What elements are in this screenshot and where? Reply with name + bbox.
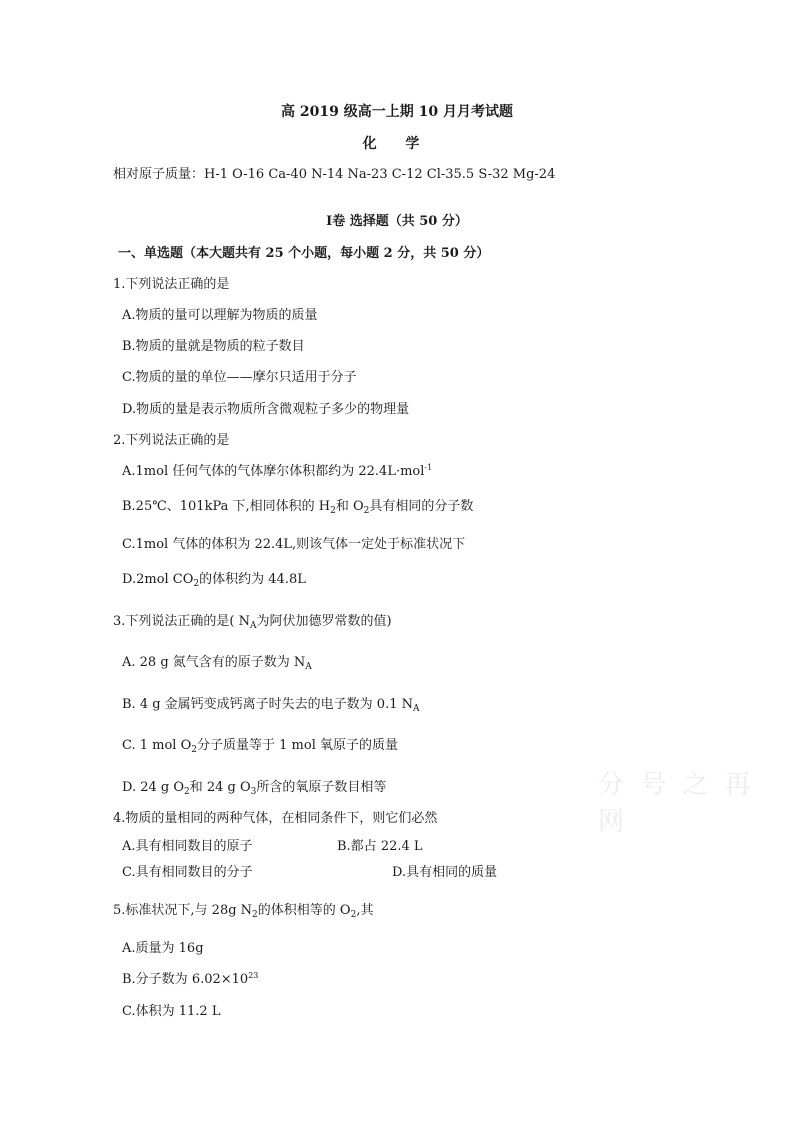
q1-option-a: A.物质的量可以理解为物质的质量	[122, 308, 318, 323]
q2-stem: 2.下列说法正确的是	[113, 433, 230, 448]
section-heading: Ⅰ卷 选择题（共 50 分）	[326, 214, 468, 229]
q2-option-c: C.1mol 气体的体积为 22.4L,则该气体一定处于标准状况下	[122, 537, 466, 552]
q2-option-d: D.2mol $CO_2$的体积约为 44.8L	[122, 572, 306, 589]
exam-title: 高 2019 级高一上期 10 月月考试题	[281, 104, 513, 120]
q1-option-c: C.物质的量的单位——摩尔只适用于分子	[122, 370, 357, 385]
q4-option-a: A.具有相同数目的原子	[122, 839, 253, 854]
q5-option-b: B.分子数为 $6.02\times 10^{23}$	[122, 971, 259, 987]
q3-stem: 3.下列说法正确的是( $N_A$为阿伏加德罗常数的值)	[113, 614, 392, 631]
q1-option-d: D.物质的量是表示物质所含微观粒子多少的物理量	[122, 402, 410, 417]
q4-option-c: C.具有相同数目的分子	[122, 865, 253, 880]
subject-title: 化 学	[362, 136, 432, 152]
q2-option-b: B.25℃、101kPa 下,相同体积的 $H_2$和 $O_2$具有相同的分子数	[122, 499, 474, 516]
q1-stem: 1.下列说法正确的是	[113, 277, 230, 292]
q5-option-a: A.质量为 16g	[122, 941, 204, 956]
part1-heading: 一、单选题（本大题共有 25 个小题，每小题 2 分，共 50 分）	[118, 246, 490, 261]
q5-option-c: C.体积为 11.2 L	[122, 1004, 221, 1019]
watermark-text: 分 号 之 再 网	[598, 770, 755, 837]
q4-option-b: B.都占 22.4 L	[337, 839, 423, 854]
q3-option-a: A. 28 g 氮气含有的原子数为 $N_A$	[122, 655, 312, 672]
q4-stem: 4.物质的量相同的两种气体，在相同条件下，则它们必然	[113, 811, 438, 826]
q3-option-c: C. 1 mol $O_2$分子质量等于 1 mol 氧原子的质量	[122, 738, 398, 755]
q1-option-b: B.物质的量就是物质的粒子数目	[122, 339, 305, 354]
q2-option-a: A.1mol 任何气体的气体摩尔体积都约为 22.4L·mol$^{-1}$	[122, 463, 433, 479]
atomic-masses-line: 相对原子质量：H-1 O-16 Ca-40 N-14 Na-23 C-12 Cl-35.5 S-32 Mg-24	[113, 167, 556, 182]
q4-option-d: D.具有相同的质量	[392, 865, 498, 880]
q3-option-b: B. 4 g 金属钙变成钙离子时失去的电子数为 0.1 $N_A$	[122, 697, 420, 714]
q3-option-d: D. 24 g $O_2$和 24 g $O_3$所含的氧原子数目相等	[122, 780, 387, 797]
q5-stem: 5.标准状况下,与 28g $N_2$的体积相等的 $O_2$,其	[113, 903, 374, 920]
